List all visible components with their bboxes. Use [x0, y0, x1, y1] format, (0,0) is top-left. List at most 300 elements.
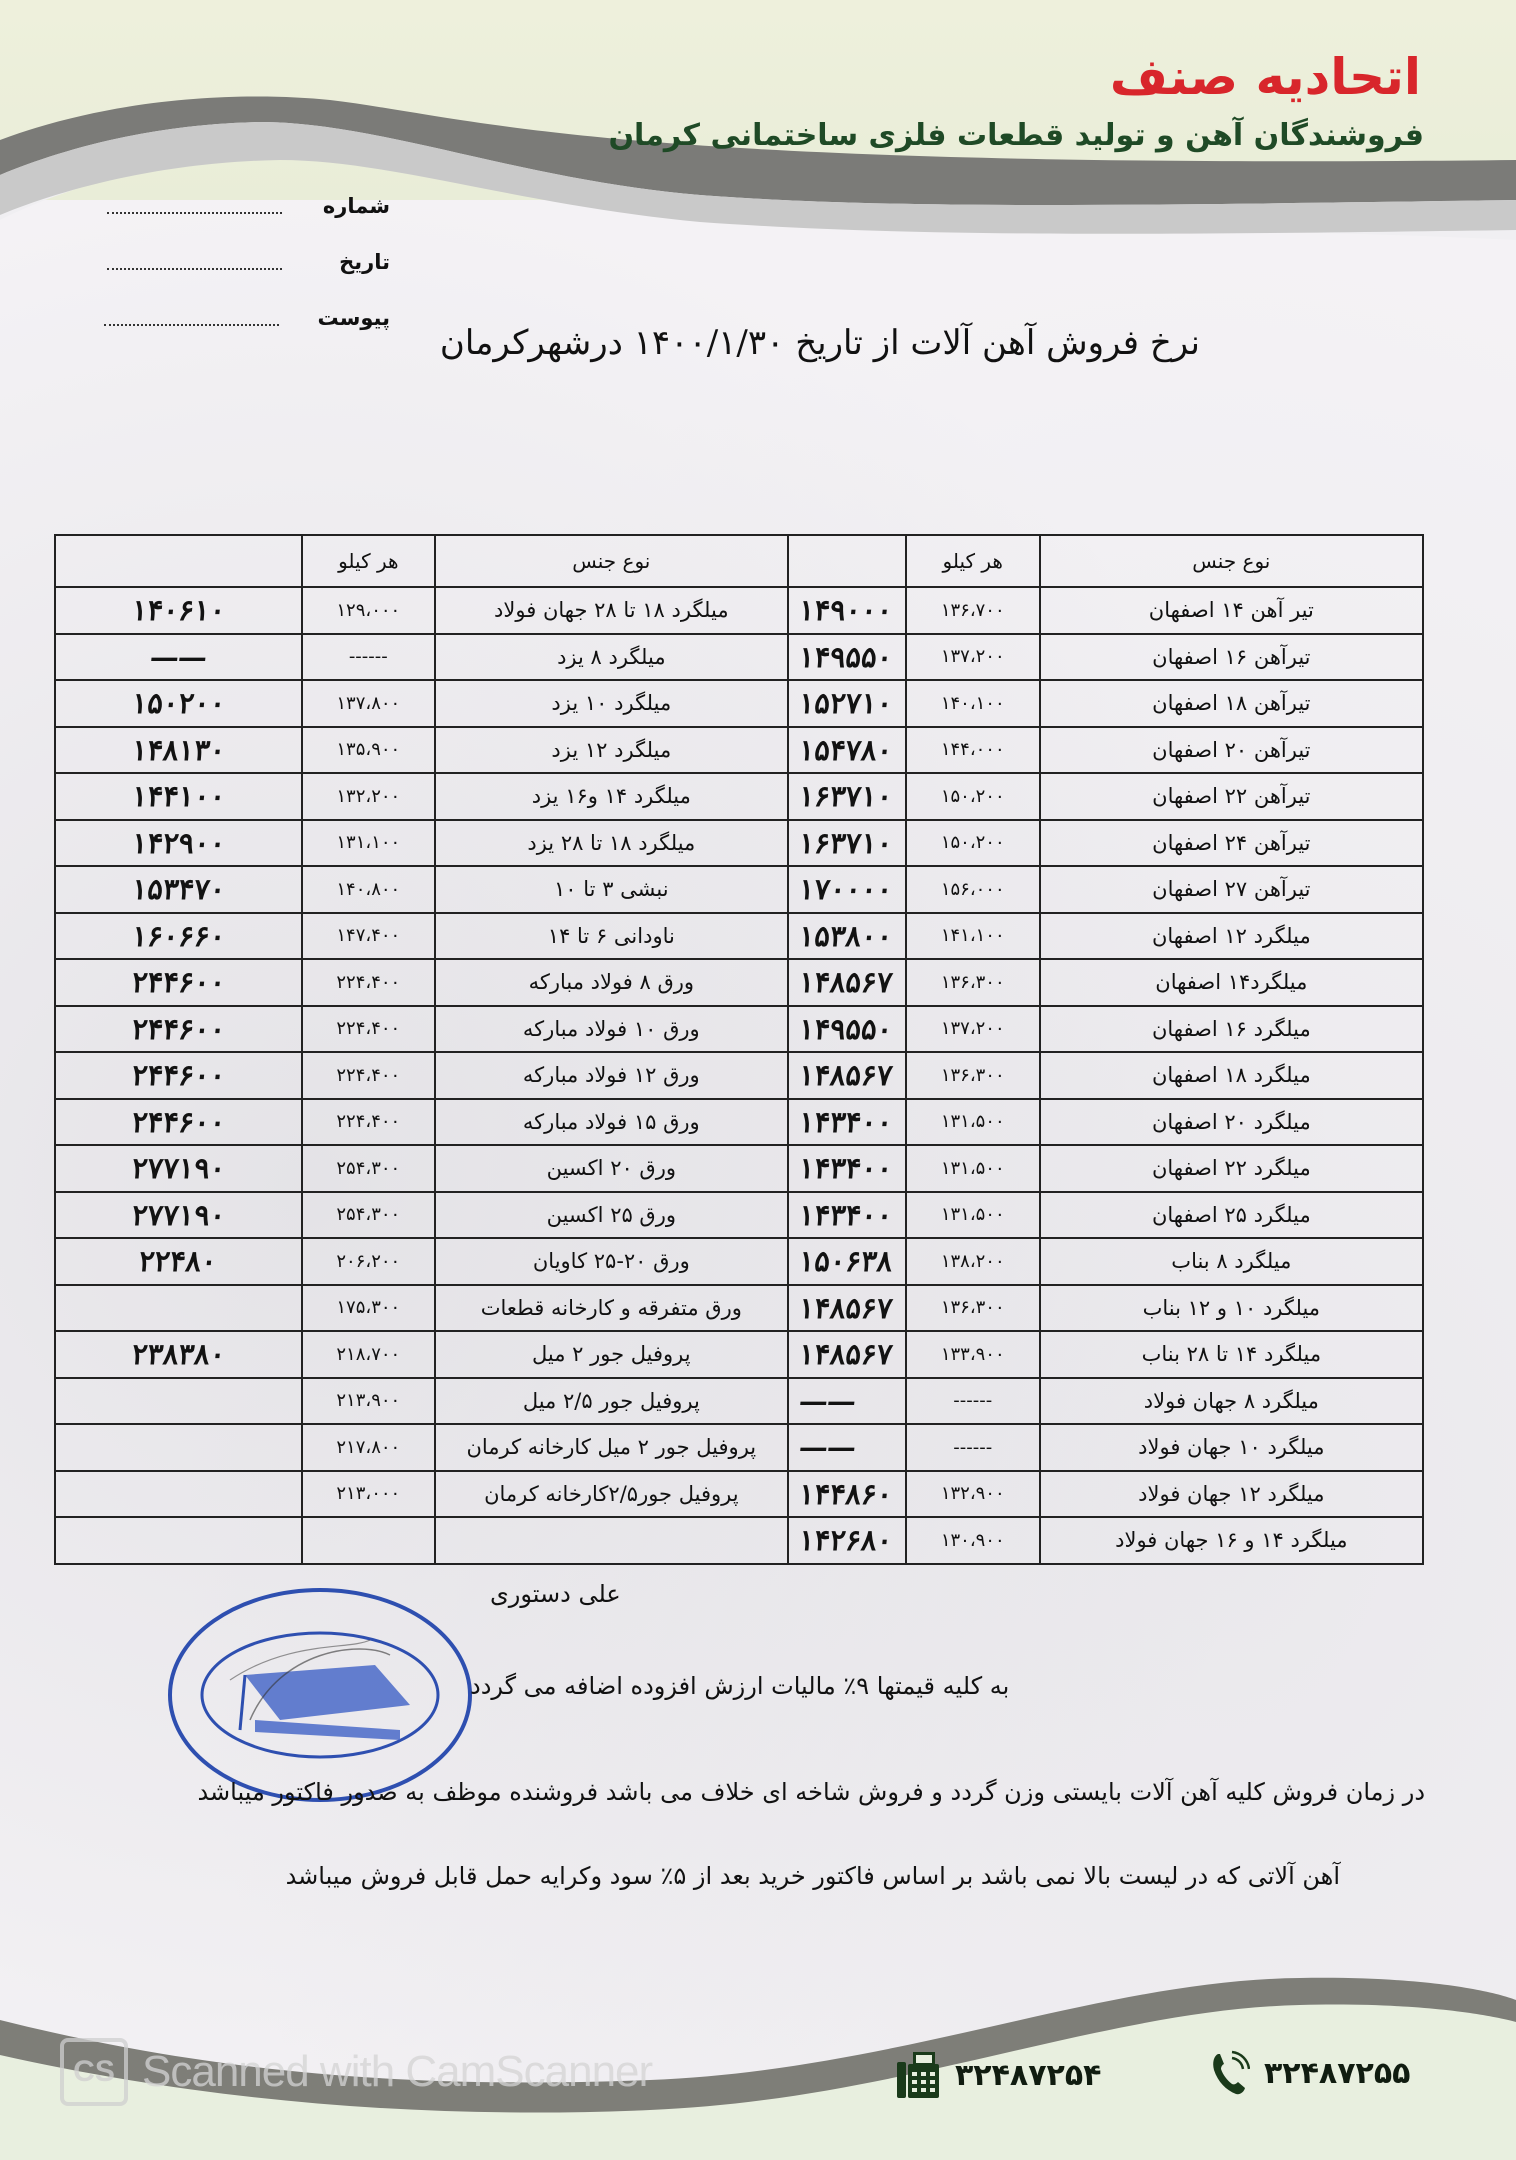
left-handwritten-price: ۱۴۲۹۰۰ — [129, 825, 227, 860]
right-product-name-cell — [1040, 1471, 1423, 1518]
right-product-name-cell — [1040, 959, 1423, 1006]
left-price-per-kilo: ۱۳۷،۸۰۰ — [336, 692, 401, 714]
phone-contact — [1210, 2050, 1410, 2096]
right-price-per-kilo: ۱۳۱،۵۰۰ — [940, 1157, 1005, 1179]
right-product-name: میلگرد ۸ جهان فولاد — [1143, 1388, 1319, 1413]
right-price-per-kilo: ۱۳۸،۲۰۰ — [940, 1250, 1005, 1272]
left-handwritten-price-cell — [55, 587, 302, 634]
left-product-name-cell — [435, 1192, 788, 1239]
union-stamp — [160, 1580, 480, 1810]
right-product-name: میلگرد۱۴ اصفهان — [1155, 970, 1308, 995]
phone-icon — [1210, 2050, 1250, 2096]
left-price-per-kilo: ۱۴۷،۴۰۰ — [336, 925, 401, 947]
right-price-per-kilo: ۱۳۷،۲۰۰ — [940, 1018, 1005, 1040]
right-product-name-cell — [1040, 1099, 1423, 1146]
left-handwritten-price-cell — [55, 1099, 302, 1146]
left-price-per-kilo-cell — [302, 1471, 435, 1518]
price-table-body — [55, 587, 1423, 1564]
left-price-per-kilo: ۲۱۸،۷۰۰ — [336, 1343, 401, 1365]
date-label: تاریخ — [339, 250, 390, 274]
left-product-name-cell — [435, 587, 788, 634]
right-product-name-cell — [1040, 1145, 1423, 1192]
right-price-per-kilo-cell — [906, 727, 1040, 774]
right-price-per-kilo-cell — [906, 587, 1040, 634]
right-price-per-kilo-cell — [906, 913, 1040, 960]
right-price-per-kilo: ۱۳۱،۵۰۰ — [940, 1204, 1005, 1226]
left-product-name-cell — [435, 820, 788, 867]
table-row — [55, 1424, 1423, 1471]
table-row — [55, 1471, 1423, 1518]
right-handwritten-price-cell — [788, 587, 906, 634]
right-handwritten-price: ۱۴۹۵۵۰ — [797, 639, 895, 674]
fax-contact — [895, 2050, 1101, 2100]
left-handwritten-price-cell — [55, 1238, 302, 1285]
right-handwritten-price-cell — [788, 1052, 906, 1099]
meta-row-date — [100, 234, 390, 290]
left-price-per-kilo-cell — [302, 773, 435, 820]
table-row — [55, 773, 1423, 820]
right-price-per-kilo-cell — [906, 1471, 1040, 1518]
right-price-per-kilo: ۱۳۶،۳۰۰ — [940, 971, 1005, 993]
left-handwritten-price-cell — [55, 634, 302, 681]
right-price-per-kilo-cell — [906, 634, 1040, 681]
left-price-per-kilo-cell — [302, 1285, 435, 1332]
attachment-field[interactable] — [104, 324, 279, 326]
right-product-name-cell — [1040, 1052, 1423, 1099]
right-product-name: تیرآهن ۲۴ اصفهان — [1152, 830, 1311, 855]
header-right-kilo: هر کیلو — [906, 535, 1040, 587]
left-price-per-kilo-cell — [302, 1099, 435, 1146]
left-product-name: پروفیل جور ۲ میل — [531, 1342, 691, 1367]
left-product-name-cell — [435, 1099, 788, 1146]
left-product-name-cell — [435, 1052, 788, 1099]
left-handwritten-price-cell — [55, 1145, 302, 1192]
left-product-name-cell — [435, 1517, 788, 1564]
left-product-name-cell — [435, 1378, 788, 1425]
right-product-name: تیرآهن ۱۸ اصفهان — [1152, 691, 1311, 716]
right-handwritten-price-cell — [788, 1471, 906, 1518]
right-price-per-kilo-cell — [906, 1099, 1040, 1146]
left-handwritten-price-cell — [55, 773, 302, 820]
right-product-name-cell — [1040, 1517, 1423, 1564]
table-row — [55, 1238, 1423, 1285]
table-row — [55, 727, 1423, 774]
right-product-name: میلگرد ۱۲ جهان فولاد — [1138, 1481, 1325, 1506]
table-row — [55, 680, 1423, 727]
left-price-per-kilo-cell — [302, 1331, 435, 1378]
left-handwritten-price: ۲۷۷۱۹۰ — [129, 1197, 227, 1232]
left-price-per-kilo: ۲۱۳،۰۰۰ — [336, 1483, 401, 1505]
right-handwritten-price: ۱۵۲۷۱۰ — [797, 686, 895, 721]
left-handwritten-price: ۱۶۰۶۶۰ — [129, 918, 227, 953]
right-product-name-cell — [1040, 1285, 1423, 1332]
left-product-name: ناودانی ۶ تا ۱۴ — [547, 923, 675, 948]
right-handwritten-price-cell — [788, 1192, 906, 1239]
left-price-per-kilo-cell — [302, 634, 435, 681]
right-handwritten-price: ۱۴۸۵۶۷ — [797, 1337, 895, 1372]
left-handwritten-price-cell — [55, 1192, 302, 1239]
left-handwritten-price: ۲۳۸۳۸۰ — [129, 1337, 227, 1372]
left-price-per-kilo-cell — [302, 1192, 435, 1239]
right-handwritten-price-cell — [788, 1285, 906, 1332]
left-price-per-kilo: ۱۳۵،۹۰۰ — [336, 739, 401, 761]
left-product-name-cell — [435, 1424, 788, 1471]
camscanner-logo: CS — [60, 2038, 128, 2106]
left-price-per-kilo: ۱۴۰،۸۰۰ — [336, 878, 401, 900]
left-handwritten-price: ۲۴۴۶۰۰ — [129, 965, 227, 1000]
right-product-name-cell — [1040, 866, 1423, 913]
left-price-per-kilo-cell — [302, 1517, 435, 1564]
right-product-name-cell — [1040, 680, 1423, 727]
right-product-name-cell — [1040, 820, 1423, 867]
right-product-name: میلگرد ۲۲ اصفهان — [1151, 1156, 1311, 1181]
left-product-name: پروفیل جور۲/۵کارخانه کرمان — [484, 1481, 739, 1506]
header-left-kilo: هر کیلو — [302, 535, 435, 587]
right-price-per-kilo-cell — [906, 1192, 1040, 1239]
fax-number: ۳۲۴۸۷۲۵۴ — [955, 2057, 1102, 2093]
left-product-name-cell — [435, 913, 788, 960]
left-price-per-kilo: ۱۳۱،۱۰۰ — [336, 832, 401, 854]
right-handwritten-price-cell — [788, 634, 906, 681]
left-price-per-kilo: ۲۰۶،۲۰۰ — [336, 1250, 401, 1272]
right-price-per-kilo: ۱۴۱،۱۰۰ — [940, 925, 1005, 947]
right-price-per-kilo: ۱۴۰،۱۰۰ — [940, 692, 1005, 714]
right-price-per-kilo: ------ — [953, 1390, 993, 1412]
left-price-per-kilo-cell — [302, 587, 435, 634]
left-price-per-kilo-cell — [302, 1052, 435, 1099]
right-price-per-kilo: ۱۳۰،۹۰۰ — [940, 1529, 1005, 1551]
left-price-per-kilo-cell — [302, 913, 435, 960]
left-product-name: میلگرد ۱۲ یزد — [551, 737, 672, 762]
left-product-name-cell — [435, 1331, 788, 1378]
left-price-per-kilo-cell — [302, 959, 435, 1006]
left-price-per-kilo-cell — [302, 727, 435, 774]
left-handwritten-price: ۱۴۰۶۱۰ — [129, 593, 227, 628]
right-price-per-kilo: ۱۵۰،۲۰۰ — [940, 832, 1005, 854]
left-handwritten-price-cell — [55, 680, 302, 727]
right-product-name: تیرآهن ۲۲ اصفهان — [1152, 784, 1311, 809]
left-price-per-kilo-cell — [302, 820, 435, 867]
right-handwritten-price-cell — [788, 959, 906, 1006]
table-row — [55, 1285, 1423, 1332]
date-field[interactable] — [107, 268, 282, 270]
right-price-per-kilo-cell — [906, 1006, 1040, 1053]
fax-icon — [895, 2050, 941, 2100]
left-handwritten-price-cell — [55, 1052, 302, 1099]
left-product-name: ورق ۸ فولاد مبارکه — [528, 970, 695, 995]
left-price-per-kilo: ۱۷۵،۳۰۰ — [336, 1297, 401, 1319]
table-row — [55, 1052, 1423, 1099]
left-product-name-cell — [435, 773, 788, 820]
right-handwritten-price-cell — [788, 773, 906, 820]
table-row — [55, 587, 1423, 634]
left-product-name: ورق ۲۰-۲۵ کاویان — [532, 1249, 690, 1274]
right-handwritten-price-cell — [788, 1517, 906, 1564]
right-handwritten-price: ۱۵۰۶۳۸ — [797, 1244, 895, 1279]
right-handwritten-price: ۱۴۹۵۵۰ — [797, 1011, 895, 1046]
left-handwritten-price-cell — [55, 1285, 302, 1332]
right-handwritten-price: ۱۶۳۷۱۰ — [797, 825, 895, 860]
left-product-name-cell — [435, 680, 788, 727]
right-handwritten-price: ۱۷۰۰۰۰ — [797, 872, 895, 907]
left-price-per-kilo: ۲۵۴،۳۰۰ — [336, 1157, 401, 1179]
left-handwritten-price-cell — [55, 1006, 302, 1053]
right-product-name-cell — [1040, 1006, 1423, 1053]
note-unlisted-items: آهن آلاتی که در لیست بالا نمی باشد بر اساس فاکتور خرید بعد از ۵٪ سود وکرایه حمل قابل فروش میباشد — [285, 1862, 1340, 1890]
meta-row-number — [100, 178, 390, 234]
left-product-name: ورق ۱۵ فولاد مبارکه — [522, 1109, 700, 1134]
right-handwritten-price: ۱۴۲۶۸۰ — [797, 1523, 895, 1558]
table-row — [55, 820, 1423, 867]
right-handwritten-price-cell — [788, 1145, 906, 1192]
right-price-per-kilo-cell — [906, 1238, 1040, 1285]
left-price-per-kilo-cell — [302, 680, 435, 727]
camscanner-text: Scanned with CamScanner — [142, 2047, 653, 2096]
table-row — [55, 634, 1423, 681]
right-handwritten-price: ۱۵۳۸۰۰ — [797, 918, 895, 953]
left-price-per-kilo: ۲۲۴،۴۰۰ — [336, 1018, 401, 1040]
right-price-per-kilo: ۱۳۲،۹۰۰ — [940, 1483, 1005, 1505]
left-product-name-cell — [435, 727, 788, 774]
left-handwritten-price-cell — [55, 1471, 302, 1518]
table-header-row — [55, 535, 1423, 587]
right-product-name: میلگرد ۱۰ و ۱۲ بناب — [1142, 1295, 1321, 1320]
left-handwritten-price: ۲۴۴۶۰۰ — [129, 1104, 227, 1139]
right-handwritten-price: —— — [797, 1430, 857, 1465]
right-product-name: میلگرد ۸ بناب — [1171, 1249, 1292, 1274]
number-label: شماره — [322, 194, 390, 218]
right-product-name: تیرآهن ۱۶ اصفهان — [1152, 644, 1311, 669]
right-product-name-cell — [1040, 1378, 1423, 1425]
left-handwritten-price-cell — [55, 727, 302, 774]
header-right-name: نوع جنس — [1040, 535, 1423, 587]
left-price-per-kilo-cell — [302, 866, 435, 913]
header-left-extra — [55, 535, 302, 587]
left-product-name: میلگرد ۱۰ یزد — [551, 691, 672, 716]
right-handwritten-price: ۱۴۴۸۶۰ — [797, 1476, 895, 1511]
right-price-per-kilo: ۱۳۶،۳۰۰ — [940, 1064, 1005, 1086]
note-vat: به کلیه قیمتها ۹٪ مالیات ارزش افزوده اضافه می گردد — [470, 1672, 1010, 1700]
left-handwritten-price: ۲۲۴۸۰ — [137, 1244, 220, 1279]
table-row — [55, 1192, 1423, 1239]
table-row — [55, 1145, 1423, 1192]
left-product-name-cell — [435, 1285, 788, 1332]
left-product-name: نبشی ۳ تا ۱۰ — [554, 877, 669, 902]
left-product-name: میلگرد ۱۴ و۱۶ یزد — [531, 784, 691, 809]
right-product-name: میلگرد ۱۴ و ۱۶ جهان فولاد — [1115, 1528, 1348, 1553]
right-product-name: میلگرد ۲۵ اصفهان — [1151, 1202, 1311, 1227]
right-product-name-cell — [1040, 1424, 1423, 1471]
right-price-per-kilo-cell — [906, 680, 1040, 727]
right-price-per-kilo-cell — [906, 820, 1040, 867]
right-product-name: میلگرد ۱۲ اصفهان — [1151, 923, 1311, 948]
right-price-per-kilo-cell — [906, 959, 1040, 1006]
left-price-per-kilo: ۱۳۲،۲۰۰ — [336, 785, 401, 807]
right-handwritten-price: ۱۴۸۵۶۷ — [797, 965, 895, 1000]
left-handwritten-price-cell — [55, 1331, 302, 1378]
left-product-name: ورق ۱۰ فولاد مبارکه — [522, 1016, 700, 1041]
right-price-per-kilo-cell — [906, 1285, 1040, 1332]
right-handwritten-price-cell — [788, 1006, 906, 1053]
left-handwritten-price: ۱۵۳۴۷۰ — [129, 872, 227, 907]
left-handwritten-price: ۱۴۴۱۰۰ — [129, 779, 227, 814]
left-product-name: میلگرد ۱۸ تا ۲۸ یزد — [527, 830, 696, 855]
left-handwritten-price-cell — [55, 1517, 302, 1564]
left-handwritten-price: ۱۵۰۲۰۰ — [129, 686, 227, 721]
attachment-label: پیوست — [317, 306, 390, 330]
left-product-name-cell — [435, 866, 788, 913]
note-signature: علی دستوری — [490, 1580, 621, 1608]
left-handwritten-price-cell — [55, 820, 302, 867]
right-handwritten-price-cell — [788, 820, 906, 867]
right-handwritten-price-cell — [788, 727, 906, 774]
right-price-per-kilo: ۱۴۴،۰۰۰ — [940, 739, 1005, 761]
right-price-per-kilo: ۱۵۶،۰۰۰ — [940, 878, 1005, 900]
right-handwritten-price: ۱۴۳۴۰۰ — [797, 1151, 895, 1186]
right-handwritten-price: ۱۴۳۴۰۰ — [797, 1104, 895, 1139]
left-price-per-kilo-cell — [302, 1238, 435, 1285]
right-price-per-kilo-cell — [906, 1517, 1040, 1564]
right-handwritten-price-cell — [788, 1331, 906, 1378]
right-price-per-kilo: ۱۳۶،۷۰۰ — [940, 599, 1005, 621]
org-title: اتحادیه صنف — [1109, 48, 1421, 106]
right-product-name-cell — [1040, 773, 1423, 820]
left-handwritten-price: ۲۴۴۶۰۰ — [129, 1058, 227, 1093]
table-row — [55, 913, 1423, 960]
left-product-name-cell — [435, 1471, 788, 1518]
left-price-per-kilo: ۲۲۴،۴۰۰ — [336, 971, 401, 993]
right-product-name-cell — [1040, 1238, 1423, 1285]
right-handwritten-price-cell — [788, 1378, 906, 1425]
left-handwritten-price-cell — [55, 1424, 302, 1471]
right-product-name: میلگرد ۱۴ تا ۲۸ بناب — [1141, 1342, 1322, 1367]
right-handwritten-price-cell — [788, 1099, 906, 1146]
right-handwritten-price-cell — [788, 1238, 906, 1285]
right-product-name-cell — [1040, 1331, 1423, 1378]
right-handwritten-price: ۱۶۳۷۱۰ — [797, 779, 895, 814]
table-row — [55, 1006, 1423, 1053]
right-price-per-kilo: ۱۳۶،۳۰۰ — [940, 1297, 1005, 1319]
table-row — [55, 959, 1423, 1006]
left-price-per-kilo-cell — [302, 1006, 435, 1053]
header-right-extra — [788, 535, 906, 587]
left-product-name: پروفیل جور ۲ میل کارخانه کرمان — [466, 1435, 757, 1460]
left-product-name: ورق ۱۲ فولاد مبارکه — [522, 1063, 700, 1088]
left-price-per-kilo: ۲۲۴،۴۰۰ — [336, 1111, 401, 1133]
left-price-per-kilo: ۱۲۹،۰۰۰ — [336, 599, 401, 621]
left-product-name: میلگرد ۱۸ تا ۲۸ جهان فولاد — [494, 598, 729, 623]
right-price-per-kilo-cell — [906, 1052, 1040, 1099]
phone-number: ۳۲۴۸۷۲۵۵ — [1264, 2055, 1411, 2091]
right-product-name-cell — [1040, 913, 1423, 960]
left-handwritten-price-cell — [55, 913, 302, 960]
right-price-per-kilo-cell — [906, 773, 1040, 820]
left-product-name-cell — [435, 634, 788, 681]
left-price-per-kilo-cell — [302, 1424, 435, 1471]
right-product-name: تیرآهن ۲۷ اصفهان — [1152, 877, 1311, 902]
left-price-per-kilo: ۲۱۳،۹۰۰ — [336, 1390, 401, 1412]
left-price-per-kilo: ------ — [348, 646, 388, 668]
org-subtitle: فروشندگان آهن و تولید قطعات فلزی ساختمانی کرمان — [608, 118, 1424, 153]
right-handwritten-price-cell — [788, 680, 906, 727]
right-product-name: میلگرد ۲۰ اصفهان — [1151, 1109, 1311, 1134]
left-price-per-kilo: ۲۲۴،۴۰۰ — [336, 1064, 401, 1086]
left-product-name-cell — [435, 1238, 788, 1285]
right-handwritten-price: ۱۵۴۷۸۰ — [797, 732, 895, 767]
left-price-per-kilo-cell — [302, 1378, 435, 1425]
left-product-name: ورق ۲۰ اکسین — [546, 1156, 677, 1181]
left-handwritten-price: —— — [148, 639, 209, 674]
right-handwritten-price-cell — [788, 866, 906, 913]
left-handwritten-price-cell — [55, 959, 302, 1006]
right-handwritten-price: ۱۴۸۵۶۷ — [797, 1290, 895, 1325]
right-product-name: میلگرد ۱۸ اصفهان — [1151, 1063, 1311, 1088]
right-handwritten-price: ۱۴۸۵۶۷ — [797, 1058, 895, 1093]
right-product-name: میلگرد ۱۰ جهان فولاد — [1138, 1435, 1325, 1460]
right-product-name-cell — [1040, 587, 1423, 634]
right-price-per-kilo: ۱۵۰،۲۰۰ — [940, 785, 1005, 807]
right-handwritten-price: —— — [797, 1383, 857, 1418]
left-product-name: میلگرد ۸ یزد — [557, 644, 666, 669]
right-price-per-kilo: ۱۳۱،۵۰۰ — [940, 1111, 1005, 1133]
right-price-per-kilo-cell — [906, 1145, 1040, 1192]
right-product-name-cell — [1040, 727, 1423, 774]
right-price-per-kilo-cell — [906, 1424, 1040, 1471]
document-title: نرخ فروش آهن آلات از تاریخ ۱۴۰۰/۱/۳۰ درشهرکرمان — [439, 323, 1200, 363]
right-product-name-cell — [1040, 1192, 1423, 1239]
left-price-per-kilo-cell — [302, 1145, 435, 1192]
left-product-name-cell — [435, 959, 788, 1006]
left-product-name: ورق متفرقه و کارخانه قطعات — [480, 1295, 742, 1320]
right-price-per-kilo: ------ — [953, 1436, 993, 1458]
price-table — [54, 534, 1424, 1565]
right-product-name: میلگرد ۱۶ اصفهان — [1151, 1016, 1311, 1041]
right-price-per-kilo-cell — [906, 1331, 1040, 1378]
table-row — [55, 1378, 1423, 1425]
number-field[interactable] — [107, 212, 282, 214]
left-handwritten-price-cell — [55, 1378, 302, 1425]
right-handwritten-price: ۱۴۹۰۰۰ — [797, 593, 895, 628]
right-product-name: تیر آهن ۱۴ اصفهان — [1148, 598, 1314, 623]
right-handwritten-price-cell — [788, 913, 906, 960]
right-handwritten-price: ۱۴۳۴۰۰ — [797, 1197, 895, 1232]
left-handwritten-price: ۲۷۷۱۹۰ — [129, 1151, 227, 1186]
right-price-per-kilo-cell — [906, 1378, 1040, 1425]
table-row — [55, 866, 1423, 913]
left-product-name: پروفیل جور ۲/۵ میل — [522, 1388, 700, 1413]
header-left-name: نوع جنس — [435, 535, 788, 587]
left-product-name: ورق ۲۵ اکسین — [546, 1202, 677, 1227]
left-handwritten-price: ۱۴۸۱۳۰ — [129, 732, 227, 767]
left-price-per-kilo: ۲۱۷،۸۰۰ — [336, 1436, 401, 1458]
camscanner-watermark — [60, 2038, 652, 2106]
left-handwritten-price-cell — [55, 866, 302, 913]
right-product-name: تیرآهن ۲۰ اصفهان — [1152, 737, 1311, 762]
left-product-name-cell — [435, 1006, 788, 1053]
table-row — [55, 1517, 1423, 1564]
left-price-per-kilo: ۲۵۴،۳۰۰ — [336, 1204, 401, 1226]
table-row — [55, 1099, 1423, 1146]
right-price-per-kilo: ۱۳۷،۲۰۰ — [940, 646, 1005, 668]
right-product-name-cell — [1040, 634, 1423, 681]
right-price-per-kilo: ۱۳۳،۹۰۰ — [940, 1343, 1005, 1365]
right-price-per-kilo-cell — [906, 866, 1040, 913]
left-product-name-cell — [435, 1145, 788, 1192]
left-handwritten-price: ۲۴۴۶۰۰ — [129, 1011, 227, 1046]
note-weighing: در زمان فروش کلیه آهن آلات بایستی وزن گردد و فروش شاخه ای خلاف می باشد فروشنده موظف به صدور فاکتور میباشد — [197, 1778, 1425, 1806]
table-row — [55, 1331, 1423, 1378]
right-handwritten-price-cell — [788, 1424, 906, 1471]
